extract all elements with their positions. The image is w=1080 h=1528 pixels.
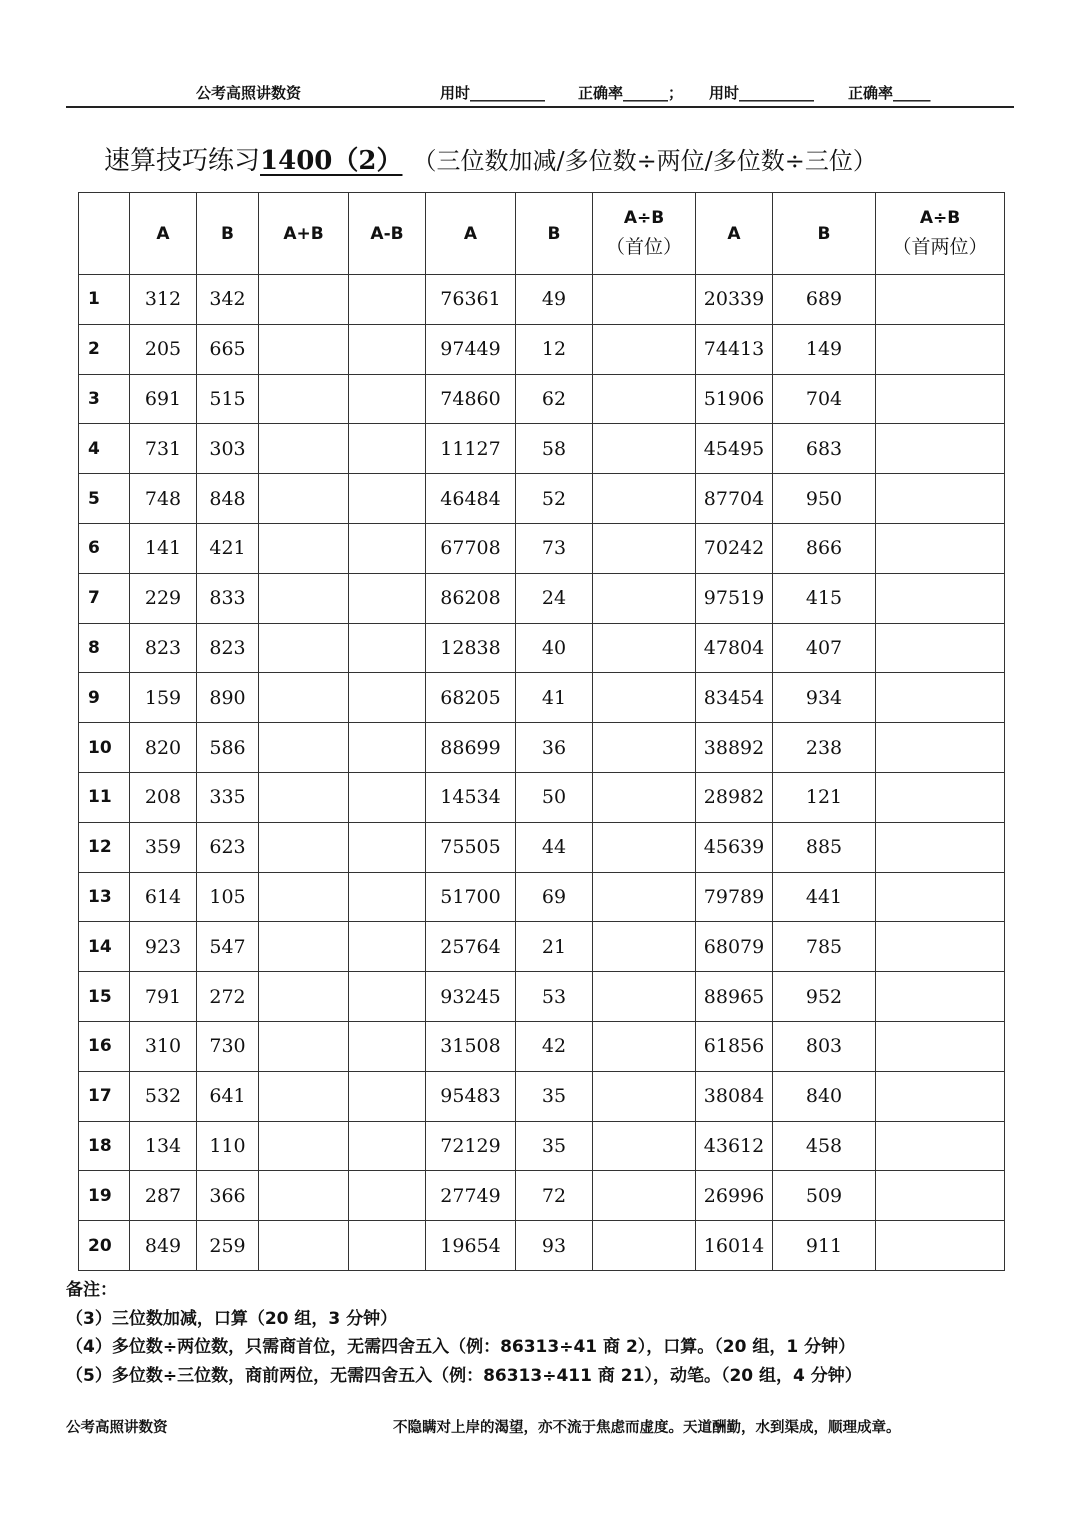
answer-cell[interactable] bbox=[876, 1221, 1005, 1271]
row-number: 8 bbox=[79, 623, 130, 673]
table-cell: 229 bbox=[130, 573, 197, 623]
answer-cell[interactable] bbox=[593, 573, 696, 623]
table-cell: 24 bbox=[516, 573, 593, 623]
answer-cell[interactable] bbox=[259, 573, 349, 623]
table-cell: 287 bbox=[130, 1171, 197, 1221]
answer-cell[interactable] bbox=[876, 1171, 1005, 1221]
table-row bbox=[79, 1121, 1005, 1171]
row-number: 13 bbox=[79, 872, 130, 922]
answer-cell[interactable] bbox=[876, 573, 1005, 623]
answer-cell[interactable] bbox=[259, 922, 349, 972]
answer-cell[interactable] bbox=[259, 275, 349, 325]
table-cell: 623 bbox=[197, 822, 259, 872]
table-cell: 532 bbox=[130, 1071, 197, 1121]
answer-cell[interactable] bbox=[349, 1221, 426, 1271]
column-header-sublabel: （首位） bbox=[605, 236, 682, 258]
answer-cell[interactable] bbox=[349, 723, 426, 773]
answer-cell[interactable] bbox=[259, 1021, 349, 1071]
table-cell: 149 bbox=[773, 324, 876, 374]
table-cell: 72129 bbox=[426, 1121, 516, 1171]
table-cell: 848 bbox=[197, 474, 259, 524]
table-cell: 27749 bbox=[426, 1171, 516, 1221]
table-row bbox=[79, 723, 1005, 773]
column-header bbox=[259, 193, 349, 275]
answer-cell[interactable] bbox=[876, 972, 1005, 1022]
table-cell: 53 bbox=[516, 972, 593, 1022]
column-header bbox=[426, 193, 516, 275]
table-cell: 259 bbox=[197, 1221, 259, 1271]
table-row bbox=[79, 972, 1005, 1022]
note-item-4: （4）多位数÷两位数，只需商首位，无需四舍五入（例：86313÷41 商 2），口算。（20 组，1 分钟） bbox=[66, 1337, 856, 1357]
table-cell: 26996 bbox=[696, 1171, 773, 1221]
table-cell: 73 bbox=[516, 523, 593, 573]
answer-cell[interactable] bbox=[349, 374, 426, 424]
note-item-5: （5）多位数÷三位数，商前两位，无需四舍五入（例：86313÷411 商 21），动笔。（20 组，4 分钟） bbox=[66, 1365, 862, 1386]
table-cell: 67708 bbox=[426, 523, 516, 573]
title-main: 速算技巧练习 bbox=[104, 146, 261, 176]
answer-cell[interactable] bbox=[349, 1071, 426, 1121]
table-row bbox=[79, 772, 1005, 822]
table-cell: 51700 bbox=[426, 872, 516, 922]
answer-cell[interactable] bbox=[349, 573, 426, 623]
table-cell: 40 bbox=[516, 623, 593, 673]
table-cell: 35 bbox=[516, 1121, 593, 1171]
table-cell: 665 bbox=[197, 324, 259, 374]
table-cell: 20339 bbox=[696, 275, 773, 325]
answer-cell[interactable] bbox=[876, 623, 1005, 673]
answer-cell[interactable] bbox=[593, 1121, 696, 1171]
column-header-label: A-B bbox=[370, 223, 404, 244]
table-cell: 820 bbox=[130, 723, 197, 773]
table-cell: 58 bbox=[516, 424, 593, 474]
answer-cell[interactable] bbox=[593, 972, 696, 1022]
row-number: 1 bbox=[79, 275, 130, 325]
table-cell: 36 bbox=[516, 723, 593, 773]
row-number: 6 bbox=[79, 523, 130, 573]
table-cell: 803 bbox=[773, 1021, 876, 1071]
table-cell: 421 bbox=[197, 523, 259, 573]
table-cell: 49 bbox=[516, 275, 593, 325]
table-cell: 586 bbox=[197, 723, 259, 773]
answer-cell[interactable] bbox=[259, 424, 349, 474]
table-row bbox=[79, 1021, 1005, 1071]
answer-cell[interactable] bbox=[876, 474, 1005, 524]
table-row bbox=[79, 922, 1005, 972]
table-row bbox=[79, 474, 1005, 524]
column-header bbox=[696, 193, 773, 275]
table-cell: 515 bbox=[197, 374, 259, 424]
answer-cell[interactable] bbox=[876, 772, 1005, 822]
answer-cell[interactable] bbox=[259, 1171, 349, 1221]
column-header-label: A bbox=[156, 223, 170, 244]
table-cell: 312 bbox=[130, 275, 197, 325]
table-cell: 12 bbox=[516, 324, 593, 374]
column-header-label: A bbox=[463, 223, 478, 244]
table-cell: 272 bbox=[197, 972, 259, 1022]
table-cell: 86208 bbox=[426, 573, 516, 623]
table-cell: 208 bbox=[130, 772, 197, 822]
table-row bbox=[79, 374, 1005, 424]
answer-cell[interactable] bbox=[349, 673, 426, 723]
answer-cell[interactable] bbox=[593, 374, 696, 424]
table-header-row bbox=[79, 193, 1005, 275]
page-footer bbox=[66, 1416, 1014, 1440]
table-cell: 141 bbox=[130, 523, 197, 573]
table-cell: 890 bbox=[197, 673, 259, 723]
table-cell: 16014 bbox=[696, 1221, 773, 1271]
table-cell: 110 bbox=[197, 1121, 259, 1171]
table-cell: 38892 bbox=[696, 723, 773, 773]
table-cell: 83454 bbox=[696, 673, 773, 723]
table-cell: 88699 bbox=[426, 723, 516, 773]
table-cell: 823 bbox=[197, 623, 259, 673]
row-number: 7 bbox=[79, 573, 130, 623]
table-row bbox=[79, 1171, 1005, 1221]
table-cell: 50 bbox=[516, 772, 593, 822]
answer-cell[interactable] bbox=[593, 1171, 696, 1221]
answer-cell[interactable] bbox=[876, 922, 1005, 972]
answer-cell[interactable] bbox=[876, 872, 1005, 922]
table-cell: 97519 bbox=[696, 573, 773, 623]
table-cell: 683 bbox=[773, 424, 876, 474]
page-header bbox=[66, 78, 1014, 108]
column-header bbox=[197, 193, 259, 275]
column-header bbox=[773, 193, 876, 275]
page-title bbox=[104, 140, 1004, 180]
table-cell: 359 bbox=[130, 822, 197, 872]
table-cell: 547 bbox=[197, 922, 259, 972]
table-cell: 11127 bbox=[426, 424, 516, 474]
table-cell: 79789 bbox=[696, 872, 773, 922]
table-cell: 441 bbox=[773, 872, 876, 922]
table-cell: 509 bbox=[773, 1171, 876, 1221]
row-number: 2 bbox=[79, 324, 130, 374]
answer-cell[interactable] bbox=[259, 374, 349, 424]
column-header bbox=[130, 193, 197, 275]
table-cell: 61856 bbox=[696, 1021, 773, 1071]
table-cell: 823 bbox=[130, 623, 197, 673]
table-cell: 366 bbox=[197, 1171, 259, 1221]
table-cell: 70242 bbox=[696, 523, 773, 573]
column-header bbox=[349, 193, 426, 275]
answer-cell[interactable] bbox=[349, 822, 426, 872]
answer-cell[interactable] bbox=[349, 275, 426, 325]
answer-cell[interactable] bbox=[349, 424, 426, 474]
answer-cell[interactable] bbox=[259, 972, 349, 1022]
answer-cell[interactable] bbox=[876, 424, 1005, 474]
table-cell: 731 bbox=[130, 424, 197, 474]
table-row bbox=[79, 822, 1005, 872]
table-cell: 238 bbox=[773, 723, 876, 773]
table-cell: 121 bbox=[773, 772, 876, 822]
answer-cell[interactable] bbox=[593, 1221, 696, 1271]
table-row bbox=[79, 623, 1005, 673]
table-row bbox=[79, 1221, 1005, 1271]
answer-cell[interactable] bbox=[349, 772, 426, 822]
table-cell: 45495 bbox=[696, 424, 773, 474]
answer-cell[interactable] bbox=[593, 275, 696, 325]
table-cell: 923 bbox=[130, 922, 197, 972]
table-cell: 407 bbox=[773, 623, 876, 673]
answer-cell[interactable] bbox=[259, 523, 349, 573]
answer-cell[interactable] bbox=[593, 872, 696, 922]
table-cell: 72 bbox=[516, 1171, 593, 1221]
column-header bbox=[516, 193, 593, 275]
column-header bbox=[876, 193, 1005, 275]
table-cell: 14534 bbox=[426, 772, 516, 822]
answer-cell[interactable] bbox=[349, 324, 426, 374]
table-cell: 52 bbox=[516, 474, 593, 524]
title-subtitle: （三位数加减/多位数÷两位/多位数÷三位） bbox=[412, 147, 877, 175]
notes-section bbox=[66, 1276, 1014, 1390]
answer-cell[interactable] bbox=[876, 822, 1005, 872]
notes-heading: 备注： bbox=[66, 1280, 117, 1300]
table-row bbox=[79, 424, 1005, 474]
header-accuracy-1: 正确率______； bbox=[578, 84, 684, 102]
column-header-label: A÷B bbox=[919, 208, 961, 228]
table-cell: 74413 bbox=[696, 324, 773, 374]
answer-cell[interactable] bbox=[593, 474, 696, 524]
table-cell: 730 bbox=[197, 1021, 259, 1071]
table-cell: 458 bbox=[773, 1121, 876, 1171]
table-cell: 911 bbox=[773, 1221, 876, 1271]
table-cell: 866 bbox=[773, 523, 876, 573]
answer-cell[interactable] bbox=[593, 1021, 696, 1071]
header-accuracy-2: 正确率_____ bbox=[848, 84, 931, 102]
answer-cell[interactable] bbox=[876, 1071, 1005, 1121]
table-cell: 31508 bbox=[426, 1021, 516, 1071]
row-number: 16 bbox=[79, 1021, 130, 1071]
table-row bbox=[79, 872, 1005, 922]
table-cell: 68079 bbox=[696, 922, 773, 972]
answer-cell[interactable] bbox=[876, 275, 1005, 325]
table-cell: 303 bbox=[197, 424, 259, 474]
table-cell: 12838 bbox=[426, 623, 516, 673]
footer-motto: 不隐瞒对上岸的渴望，亦不流于焦虑而虚度。天道酬勤，水到渠成，顺理成章。 bbox=[393, 1420, 901, 1436]
answer-cell[interactable] bbox=[593, 673, 696, 723]
answer-cell[interactable] bbox=[349, 1021, 426, 1071]
column-header bbox=[79, 193, 130, 275]
table-row bbox=[79, 523, 1005, 573]
answer-cell[interactable] bbox=[876, 1121, 1005, 1171]
answer-cell[interactable] bbox=[876, 673, 1005, 723]
table-cell: 310 bbox=[130, 1021, 197, 1071]
answer-cell[interactable] bbox=[876, 1021, 1005, 1071]
table-cell: 952 bbox=[773, 972, 876, 1022]
table-row bbox=[79, 1071, 1005, 1121]
table-row bbox=[79, 324, 1005, 374]
answer-cell[interactable] bbox=[876, 374, 1005, 424]
table-cell: 45639 bbox=[696, 822, 773, 872]
header-time-2: 用时__________ bbox=[709, 84, 815, 102]
answer-cell[interactable] bbox=[593, 723, 696, 773]
answer-cell[interactable] bbox=[259, 324, 349, 374]
row-number: 9 bbox=[79, 673, 130, 723]
table-body bbox=[79, 275, 1005, 1271]
answer-cell[interactable] bbox=[876, 723, 1005, 773]
table-row bbox=[79, 573, 1005, 623]
table-cell: 35 bbox=[516, 1071, 593, 1121]
table-cell: 76361 bbox=[426, 275, 516, 325]
answer-cell[interactable] bbox=[259, 1221, 349, 1271]
row-number: 19 bbox=[79, 1171, 130, 1221]
table-cell: 105 bbox=[197, 872, 259, 922]
footer-brand: 公考高照讲数资 bbox=[66, 1420, 168, 1436]
answer-cell[interactable] bbox=[349, 523, 426, 573]
table-cell: 704 bbox=[773, 374, 876, 424]
table-cell: 93 bbox=[516, 1221, 593, 1271]
table-cell: 19654 bbox=[426, 1221, 516, 1271]
answer-cell[interactable] bbox=[259, 723, 349, 773]
header-brand: 公考高照讲数资 bbox=[196, 84, 302, 102]
column-header-sublabel: （首两位） bbox=[892, 236, 988, 258]
row-number: 10 bbox=[79, 723, 130, 773]
column-header-label: B bbox=[221, 223, 234, 244]
table-cell: 38084 bbox=[696, 1071, 773, 1121]
row-number: 12 bbox=[79, 822, 130, 872]
table-cell: 93245 bbox=[426, 972, 516, 1022]
table-cell: 44 bbox=[516, 822, 593, 872]
table-cell: 748 bbox=[130, 474, 197, 524]
answer-cell[interactable] bbox=[593, 772, 696, 822]
table-cell: 614 bbox=[130, 872, 197, 922]
table-cell: 69 bbox=[516, 872, 593, 922]
row-number: 18 bbox=[79, 1121, 130, 1171]
table-cell: 134 bbox=[130, 1121, 197, 1171]
table-cell: 205 bbox=[130, 324, 197, 374]
answer-cell[interactable] bbox=[876, 523, 1005, 573]
answer-cell[interactable] bbox=[349, 623, 426, 673]
table-cell: 62 bbox=[516, 374, 593, 424]
answer-cell[interactable] bbox=[593, 324, 696, 374]
table-cell: 159 bbox=[130, 673, 197, 723]
answer-cell[interactable] bbox=[259, 1071, 349, 1121]
note-item-3: （3）三位数加减，口算（20 组，3 分钟） bbox=[66, 1308, 398, 1329]
header-time-1: 用时__________ bbox=[440, 84, 546, 102]
title-number: 1400（2） bbox=[260, 146, 403, 176]
table-cell: 791 bbox=[130, 972, 197, 1022]
table-cell: 88965 bbox=[696, 972, 773, 1022]
answer-cell[interactable] bbox=[259, 474, 349, 524]
row-number: 20 bbox=[79, 1221, 130, 1271]
row-number: 14 bbox=[79, 922, 130, 972]
table-cell: 691 bbox=[130, 374, 197, 424]
answer-cell[interactable] bbox=[349, 474, 426, 524]
table-cell: 25764 bbox=[426, 922, 516, 972]
row-number: 4 bbox=[79, 424, 130, 474]
table-cell: 934 bbox=[773, 673, 876, 723]
column-header-label: A+B bbox=[283, 223, 324, 244]
answer-cell[interactable] bbox=[593, 922, 696, 972]
answer-cell[interactable] bbox=[349, 922, 426, 972]
table-cell: 885 bbox=[773, 822, 876, 872]
row-number: 3 bbox=[79, 374, 130, 424]
table-cell: 97449 bbox=[426, 324, 516, 374]
table-cell: 342 bbox=[197, 275, 259, 325]
table-cell: 641 bbox=[197, 1071, 259, 1121]
answer-cell[interactable] bbox=[593, 523, 696, 573]
practice-table bbox=[78, 192, 1005, 1271]
table-cell: 68205 bbox=[426, 673, 516, 723]
row-number: 15 bbox=[79, 972, 130, 1022]
answer-cell[interactable] bbox=[349, 872, 426, 922]
column-header-label: A÷B bbox=[623, 208, 665, 228]
column-header-label: A bbox=[727, 223, 741, 244]
table-cell: 47804 bbox=[696, 623, 773, 673]
table-cell: 87704 bbox=[696, 474, 773, 524]
row-number: 17 bbox=[79, 1071, 130, 1121]
column-header-label: B bbox=[817, 223, 831, 244]
table-cell: 74860 bbox=[426, 374, 516, 424]
answer-cell[interactable] bbox=[593, 822, 696, 872]
table-cell: 51906 bbox=[696, 374, 773, 424]
answer-cell[interactable] bbox=[259, 872, 349, 922]
table-cell: 833 bbox=[197, 573, 259, 623]
table-cell: 42 bbox=[516, 1021, 593, 1071]
answer-cell[interactable] bbox=[259, 1121, 349, 1171]
column-header-label: B bbox=[547, 223, 561, 244]
table-cell: 689 bbox=[773, 275, 876, 325]
row-number: 11 bbox=[79, 772, 130, 822]
table-cell: 785 bbox=[773, 922, 876, 972]
table-cell: 840 bbox=[773, 1071, 876, 1121]
answer-cell[interactable] bbox=[593, 623, 696, 673]
answer-cell[interactable] bbox=[259, 772, 349, 822]
table-cell: 849 bbox=[130, 1221, 197, 1271]
table-row bbox=[79, 275, 1005, 325]
table-cell: 43612 bbox=[696, 1121, 773, 1171]
answer-cell[interactable] bbox=[259, 673, 349, 723]
answer-cell[interactable] bbox=[593, 424, 696, 474]
table-cell: 46484 bbox=[426, 474, 516, 524]
answer-cell[interactable] bbox=[876, 324, 1005, 374]
answer-cell[interactable] bbox=[259, 822, 349, 872]
table-cell: 950 bbox=[773, 474, 876, 524]
answer-cell[interactable] bbox=[593, 1071, 696, 1121]
answer-cell[interactable] bbox=[349, 1171, 426, 1221]
answer-cell[interactable] bbox=[349, 972, 426, 1022]
table-cell: 415 bbox=[773, 573, 876, 623]
row-number: 5 bbox=[79, 474, 130, 524]
table-cell: 335 bbox=[197, 772, 259, 822]
answer-cell[interactable] bbox=[349, 1121, 426, 1171]
answer-cell[interactable] bbox=[259, 623, 349, 673]
table-cell: 28982 bbox=[696, 772, 773, 822]
table-cell: 21 bbox=[516, 922, 593, 972]
table-cell: 95483 bbox=[426, 1071, 516, 1121]
column-header bbox=[593, 193, 696, 275]
table-row bbox=[79, 673, 1005, 723]
table-cell: 41 bbox=[516, 673, 593, 723]
table-cell: 75505 bbox=[426, 822, 516, 872]
